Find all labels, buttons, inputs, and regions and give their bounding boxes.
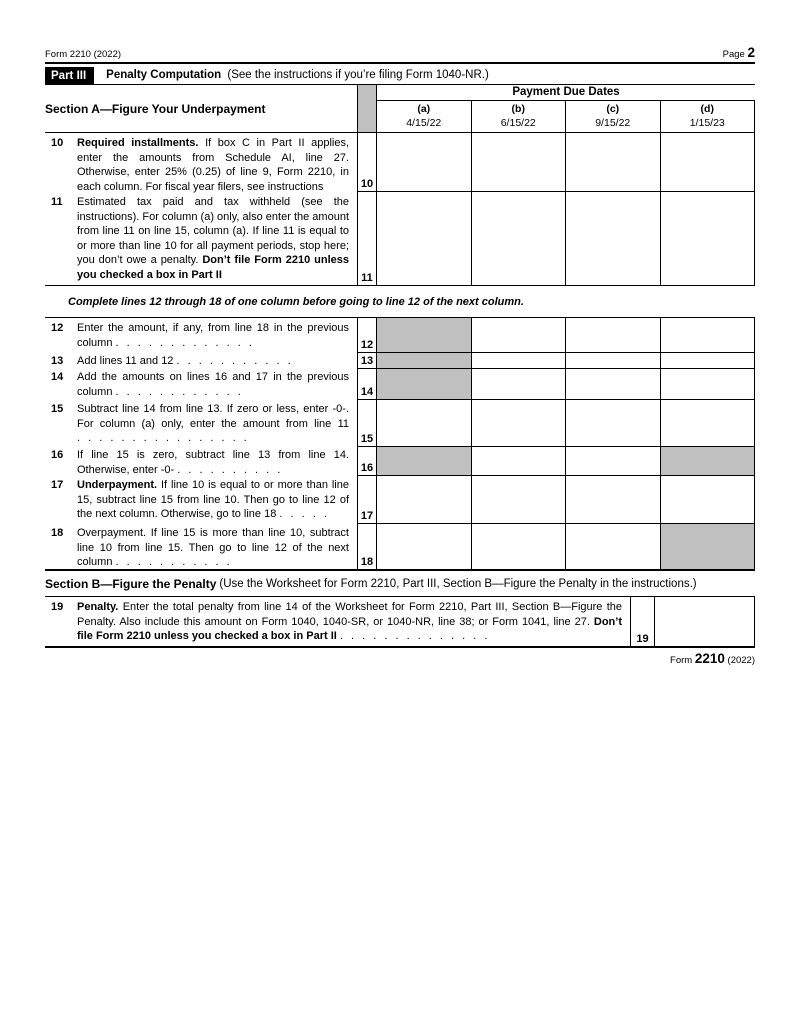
dot-leader: . . . . . . . . . . <box>177 463 281 476</box>
line12-col-c-input[interactable] <box>566 318 661 353</box>
column-a-header: (a) 4/15/22 <box>377 101 472 132</box>
table-row-line-17 <box>45 476 755 524</box>
line-11-description: 11 Estimated tax paid and tax withheld (see the instructions). For column (a) only, also enter the amount from line 11 on line 15, column (a). If line 11 is equal to or more than line 10 for all payment periods, stop here; you don’t owe a penalty. Don’t file Form 2210 unless you checked a box in Part II <box>51 196 349 281</box>
dot-leader: . . . . . . . . . . . . <box>115 385 241 398</box>
line-12-description: 12 Enter the amount, if any, from line 18 in the previous column . . . . . . . . . . . . . <box>51 322 349 349</box>
column-c-header: (c) 9/15/22 <box>566 101 661 132</box>
line16-col-b-input[interactable] <box>472 447 567 476</box>
dot-leader: . . . . . . . . . . . . . <box>115 336 252 349</box>
line16-col-d-shaded-cell <box>661 447 756 476</box>
line12-col-d-input[interactable] <box>661 318 756 353</box>
column-d-header: (d) 1/15/23 <box>661 101 756 132</box>
table-row-line-19 <box>45 597 755 648</box>
line-14-box-number: 14 <box>357 369 377 400</box>
line10-col-a-input[interactable] <box>377 133 472 192</box>
section-a-header <box>45 85 755 133</box>
table-row-line-10 <box>45 133 755 192</box>
line10-col-b-input[interactable] <box>472 133 567 192</box>
line-17-box-number: 17 <box>357 476 377 524</box>
line14-col-b-input[interactable] <box>472 369 567 400</box>
payment-due-dates-block <box>377 85 755 132</box>
line-11-box-number: 11 <box>357 192 377 285</box>
line18-col-d-shaded-cell <box>661 524 756 569</box>
line13-col-a-shaded-cell <box>377 353 472 369</box>
line11-col-a-input[interactable] <box>377 192 472 285</box>
line-18-description: 18 Overpayment. If line 15 is more than line 10, subtract line 10 from line 15. Then go to line 12 of the next column . . . . . . . . . . . <box>51 527 349 568</box>
line15-col-c-input[interactable] <box>566 400 661 447</box>
line-15-description: 15 Subtract line 14 from line 13. If zero or less, enter -0-. For column (a) only, enter the amount from line 11 . . . . . . . . . . . . . . . . <box>51 403 349 444</box>
part-iii-label: Part III <box>45 67 94 84</box>
line14-col-c-input[interactable] <box>566 369 661 400</box>
line-16-box-number: 16 <box>357 447 377 476</box>
dot-leader: . . . . . . . . . . . . . . <box>339 630 488 642</box>
line16-col-c-input[interactable] <box>566 447 661 476</box>
line12-col-a-shaded-cell <box>377 318 472 353</box>
line17-col-b-input[interactable] <box>472 476 567 524</box>
table-row-line-12 <box>45 318 755 353</box>
line-10-box-number: 10 <box>357 133 377 192</box>
line11-col-b-input[interactable] <box>472 192 567 285</box>
complete-lines-note: Complete lines 12 through 18 of one column before going to line 12 of the next column. <box>68 295 524 308</box>
line13-col-c-input[interactable] <box>566 353 661 369</box>
line-16-description: 16 If line 15 is zero, subtract line 13 from line 14. Otherwise, enter -0- . . . . . . . . . . <box>51 449 349 476</box>
line10-col-d-input[interactable] <box>661 133 756 192</box>
line13-col-b-input[interactable] <box>472 353 567 369</box>
table-row-line-11 <box>45 192 755 286</box>
line18-col-c-input[interactable] <box>566 524 661 569</box>
line-10-description: 10 Required installments. If box C in Part II applies, enter the amounts from Schedule AI, line 27. Otherwise, enter 25% (0.25) of line 9, Form 2210, in each column. For fiscal year filers, see instructions <box>51 137 349 193</box>
line-number-column-header <box>357 85 377 132</box>
part-iii-header-bar <box>45 67 755 85</box>
line12-col-b-input[interactable] <box>472 318 567 353</box>
table-row-line-18 <box>45 524 755 569</box>
line-13-box-number: 13 <box>357 353 377 369</box>
page-number-value: 2 <box>747 45 755 60</box>
line15-col-a-input[interactable] <box>377 400 472 447</box>
line-14-description: 14 Add the amounts on lines 16 and 17 in the previous column . . . . . . . . . . . . <box>51 371 349 398</box>
line-13-description: 13 Add lines 11 and 12 . . . . . . . . . . . <box>51 355 291 367</box>
line11-col-d-input[interactable] <box>661 192 756 285</box>
payment-due-dates-title: Payment Due Dates <box>377 85 755 101</box>
page-footer: Form 2210 (2022) <box>670 651 755 666</box>
footer-form-number: 2210 <box>694 651 725 666</box>
section-b-subtitle: (Use the Worksheet for Form 2210, Part III, Section B—Figure the Penalty in the instructions.) <box>219 577 697 590</box>
table-row-line-16 <box>45 447 755 476</box>
line13-col-d-input[interactable] <box>661 353 756 369</box>
line-17-description: 17 Underpayment. If line 10 is equal to or more than line 15, subtract line 15 from line 10. Then go to line 12 of the next column. Otherwise, go to line 18 . . . . . <box>51 479 349 520</box>
dot-leader: . . . . . . . . . . . . . . . . <box>77 432 247 444</box>
part-iii-title: Penalty Computation (See the instructions if you’re filing Form 1040-NR.) <box>106 69 489 81</box>
line-19-box-number: 19 <box>630 597 655 646</box>
dot-leader: . . . . . . . . . . . <box>176 355 291 367</box>
dot-leader: . . . . . . . . . . . <box>115 556 230 568</box>
table-row-line-15 <box>45 400 755 447</box>
line18-col-a-input[interactable] <box>377 524 472 569</box>
line17-col-d-input[interactable] <box>661 476 756 524</box>
line-12-box-number: 12 <box>357 318 377 353</box>
line16-col-a-shaded-cell <box>377 447 472 476</box>
line15-col-d-input[interactable] <box>661 400 756 447</box>
line10-col-c-input[interactable] <box>566 133 661 192</box>
line14-col-a-shaded-cell <box>377 369 472 400</box>
form-id-header: Form 2210 (2022) <box>45 49 122 60</box>
section-a-lines-12-18-table <box>45 317 755 571</box>
column-b-header: (b) 6/15/22 <box>472 101 567 132</box>
line18-col-b-input[interactable] <box>472 524 567 569</box>
line19-penalty-input[interactable] <box>655 597 755 646</box>
table-row-line-13 <box>45 353 755 369</box>
table-row-line-14 <box>45 369 755 400</box>
line17-col-a-input[interactable] <box>377 476 472 524</box>
line15-col-b-input[interactable] <box>472 400 567 447</box>
section-b-title: Section B—Figure the Penalty <box>45 576 217 591</box>
section-a-title: Section A—Figure Your Underpayment <box>45 101 266 116</box>
line11-col-c-input[interactable] <box>566 192 661 285</box>
page-number: Page 2 <box>722 45 755 60</box>
line-19-description: 19 Penalty. Enter the total penalty from line 14 of the Worksheet for Form 2210, Part III, Section B—Figure the Penalty. Also include this amount on Form 1040, 1040-SR, or 1040-NR, line 38; or Form 1041, line 27. Don’t file Form 2210 unless you checked a box in Part II . . . . . . . . . . . . . . <box>51 601 623 642</box>
line17-col-c-input[interactable] <box>566 476 661 524</box>
line-15-box-number: 15 <box>357 400 377 447</box>
line14-col-d-input[interactable] <box>661 369 756 400</box>
dot-leader: . . . . . <box>279 508 327 520</box>
page-header <box>45 45 755 64</box>
line-18-box-number: 18 <box>357 524 377 569</box>
section-b-header <box>45 571 755 597</box>
